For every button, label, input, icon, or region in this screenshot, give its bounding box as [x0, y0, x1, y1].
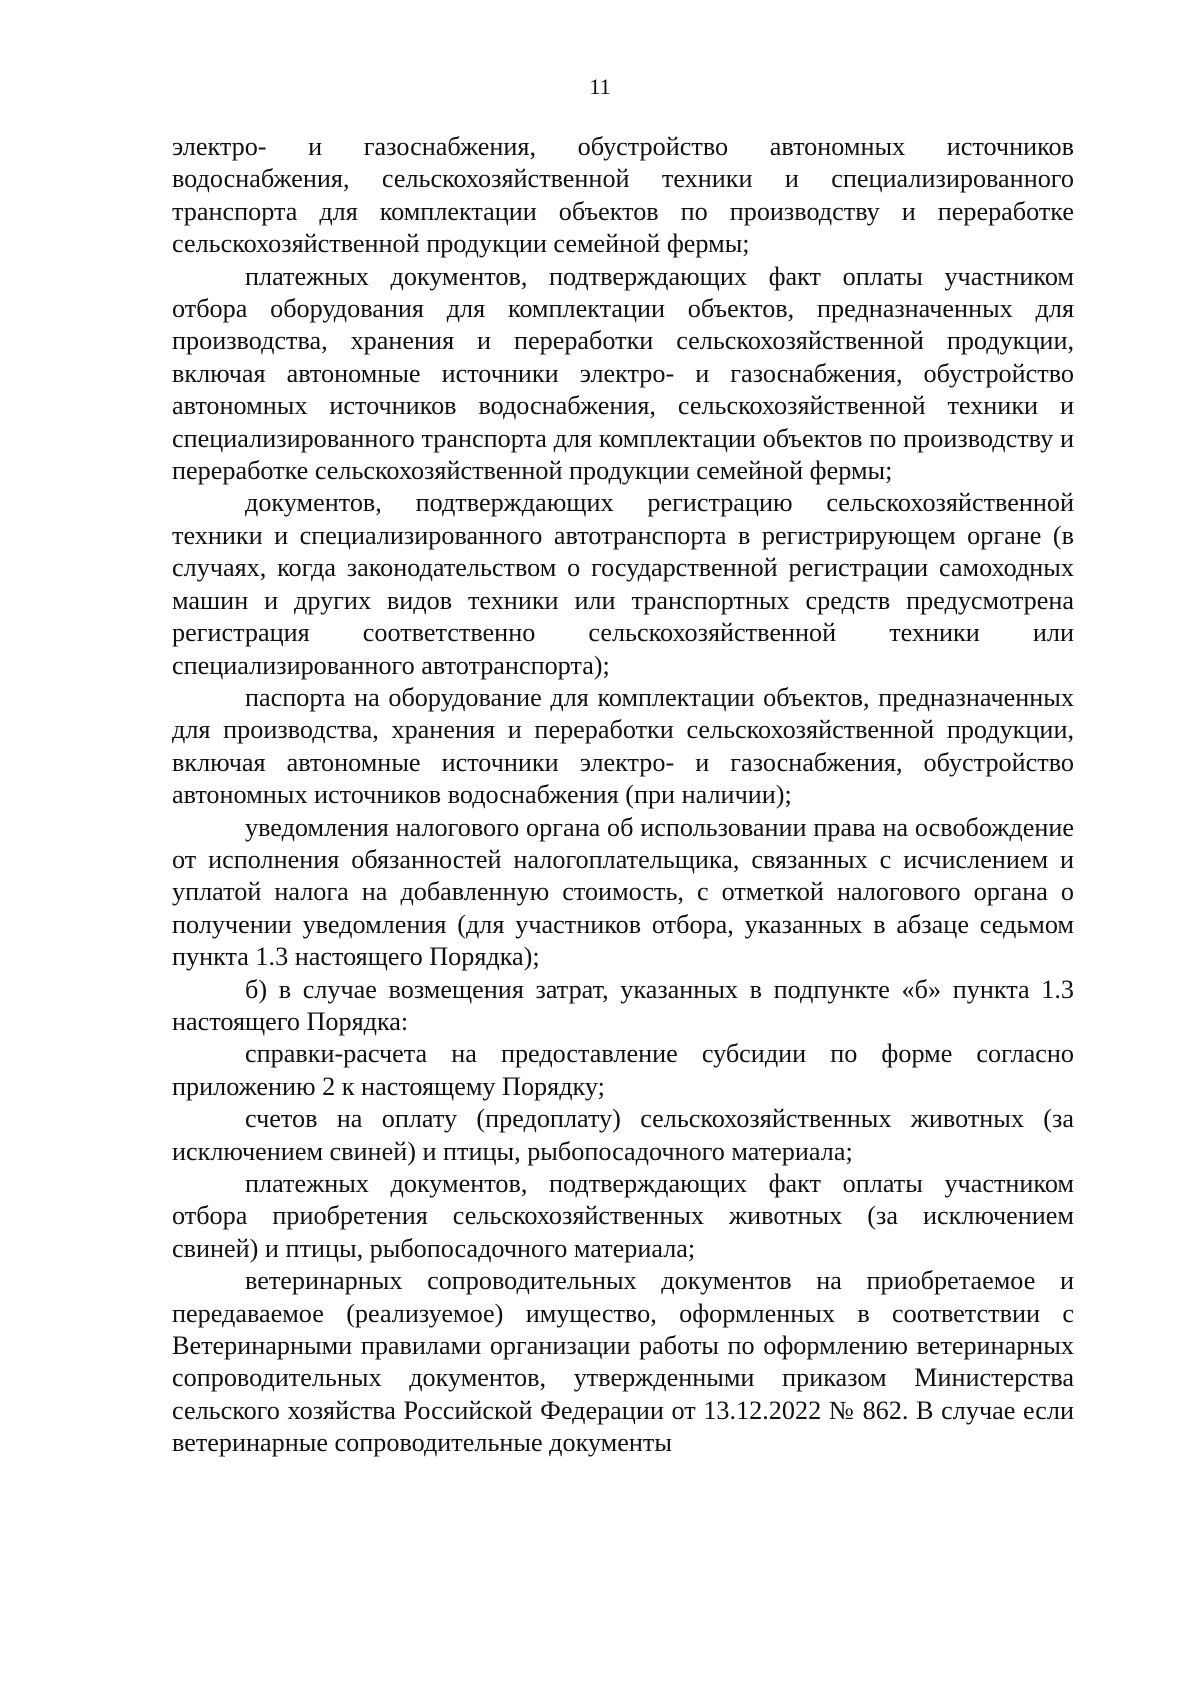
paragraph-tax-notification: уведомления налогового органа об использовании права на освобождение от исполнения обязанностей налогоплательщика, связанных с исчислением и уплатой налога на добавленную стоимость, с отметкой налогового органа о получении уведомления (для участников отбора, указанных в абзаце седьмом пункта 1.3 настоящего Порядка);	[172, 812, 1074, 972]
paragraph-subitem-b: б) в случае возмещения затрат, указанных в подпункте «б» пункта 1.3 настоящего Порядка:	[172, 974, 1074, 1036]
paragraph-invoices: счетов на оплату (предоплату) сельскохозяйственных животных (за исключением свиней) и птицы, рыбопосадочного материала;	[172, 1104, 1074, 1166]
paragraph-veterinary-documents: ветеринарных сопроводительных документов на приобретаемое и передаваемое (реализуемое) имущество, оформленных в соответствии с Ветеринарными правилами организации работы по оформлению ветеринарных сопроводительных документов, утвержденными приказом Министерства сельского хозяйства Российской Федерации от 13.12.2022 № 862. В случае если ветеринарные сопроводительные документы	[172, 1266, 1074, 1458]
page-number: 11	[589, 74, 611, 99]
paragraph-payment-documents-animals: платежных документов, подтверждающих факт оплаты участником отбора приобретения сельскохозяйственных животных (за исключением свиней) и птицы, рыбопосадочного материала;	[172, 1169, 1074, 1263]
paragraph-continuation: электро- и газоснабжения, обустройство автономных источников водоснабжения, сельскохозяйственной техники и специализированного транспорта для комплектации объектов по производству и переработке сельскохозяйственной продукции семейной фермы;	[172, 132, 1074, 259]
paragraph-equipment-passports: паспорта на оборудование для комплектации объектов, предназначенных для производства, хранения и переработки сельскохозяйственной продукции, включая автономные источники электро- и газоснабжения, обустройство автономных источников водоснабжения (при наличии);	[172, 682, 1074, 810]
paragraph-payment-documents-equipment: платежных документов, подтверждающих факт оплаты участником отбора оборудования для комплектации объектов, предназначенных для производства, хранения и переработки сельскохозяйственной продукции, включая автономные источники электро- и газоснабжения, обустройство автономных источников водоснабжения, сельскохозяйственной техники и специализированного транспорта для комплектации объектов по производству и переработке сельскохозяйственной продукции семейной фермы;	[172, 261, 1074, 486]
paragraph-vehicle-registration-documents: документов, подтверждающих регистрацию сельскохозяйственной техники и специализированного автотранспорта в регистрирующем органе (в случаях, когда законодательством о государственной регистрации самоходных машин и других видов техники или транспортных средств предусмотрена регистрация соответственно сельскохозяйственной техники или специализированного автотранспорта);	[172, 488, 1074, 680]
paragraph-calculation-certificate: справки-расчета на предоставление субсидии по форме согласно приложению 2 к настоящему Порядку;	[172, 1039, 1074, 1101]
document-body	[172, 131, 1074, 1460]
